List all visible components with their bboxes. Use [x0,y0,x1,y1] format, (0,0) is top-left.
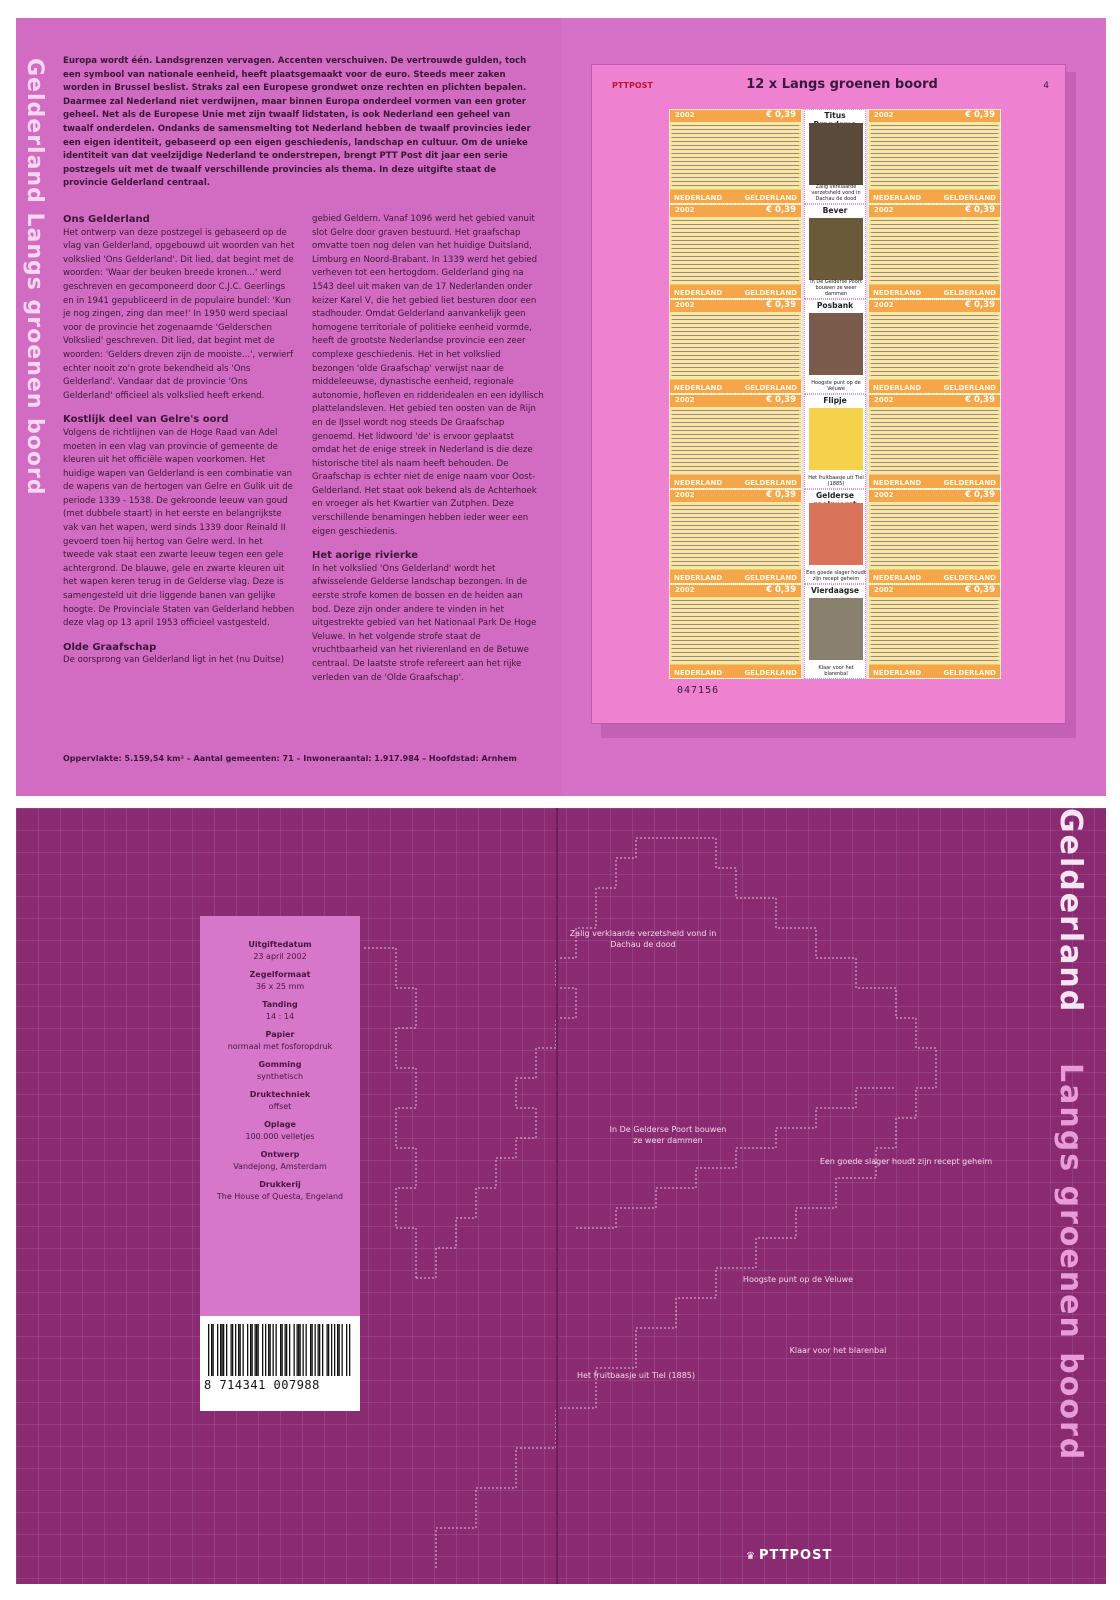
spec-list [200,940,360,1201]
stamp-value: € 0,39 [766,395,796,405]
caption-flipje: Het fruitbaasje uit Tiel (1885) [576,1371,695,1380]
caption-titus-brandsma: Zalig verklaarde verzetsheld vond in Dachau de dood [569,929,717,949]
stamp-value: € 0,39 [965,205,995,215]
barcode-bar [334,1324,335,1376]
barcode-bar [286,1324,287,1376]
stamp [669,109,802,204]
crown-icon: ♛ [746,1551,756,1562]
spec-value: synthetisch [256,1072,304,1081]
barcode-bar [231,1324,232,1376]
barcode-bar [285,1324,286,1376]
stamp-country: NEDERLAND [674,479,723,487]
spec-label: Zegelformaat [249,970,311,979]
barcode-bar [247,1324,248,1376]
barcode-bar [294,1324,295,1376]
barcode-bar [297,1324,298,1376]
stamp [669,394,802,489]
stamp-value: € 0,39 [766,110,796,120]
barcode-bar [268,1324,269,1376]
cover-title-gelderland: Gelderland [1053,808,1088,1014]
stamp-year: 2002 [675,111,695,119]
photo-title: Vierdaagse [810,586,860,595]
spec-label: Papier [265,1030,295,1039]
barcode-bar [349,1324,350,1376]
stamp [868,299,1001,394]
barcode-bar [282,1324,283,1376]
spec-item [200,1150,360,1171]
stamp [868,489,1001,584]
stamp-year: 2002 [675,301,695,309]
stamp [669,584,802,679]
stamp-value: € 0,39 [965,300,995,310]
photo-caption: Klaar voor het blarenbal [818,665,854,677]
sheet-header [592,77,1067,97]
barcode-bar [232,1324,233,1376]
photo-tab [804,394,866,489]
spec-label: Gomming [258,1060,302,1069]
stamp-country: NEDERLAND [873,194,922,202]
stamp-province: GELDERLAND [943,194,996,202]
text-column-1 [63,213,295,668]
cover-title-spacer [1053,1026,1088,1051]
cover-fold-line [556,808,558,1584]
photo-image [809,313,863,375]
barcode-bar [270,1324,271,1376]
stamp [669,489,802,584]
heading-kostlijk-deel: Kostlijk deel van Gelre's oord [63,414,229,426]
spec-item [200,1030,360,1051]
barcode-bar [346,1324,347,1376]
heading-ons-gelderland: Ons Gelderland [63,214,150,225]
stamp-value: € 0,39 [965,490,995,500]
stamp [669,299,802,394]
barcode-bar [220,1324,221,1376]
barcode-bar [312,1324,313,1376]
photo-tab [804,489,866,584]
barcode-bar [280,1324,281,1376]
stamp-province: GELDERLAND [943,669,996,677]
stamp-text-pattern [672,125,799,187]
caption-bever: In De Gelderse Poort bouwen ze weer dammen [609,1125,727,1145]
stamp-country: NEDERLAND [674,574,723,582]
photo-caption: Hoogste punt op de Veluwe [811,380,861,392]
spec-item [200,970,360,991]
barcode-bars [208,1324,352,1376]
barcode-digits: 8 714341 007988 [204,1378,320,1392]
barcode-bar [276,1324,277,1376]
barcode-bar [327,1324,328,1376]
stamp-text-pattern [672,600,799,662]
text-aorige-rivierke: In het volkslied 'Ons Gelderland' wordt het afwisselende Gelderse landschap bezongen. In de eerste strofe komen de bossen en de heiden aan bod. Deze zijn onder andere te vinden in het uitgestrekte gebied van het Nationaal Park De Hoge Veluwe. In het volgende strofe staat de vruchtbaarheid van het rivierenland en de Betuwe centraal. De laatste strofe refereert aan het rijke verleden van de 'Olde Graafschap'. [312,563,537,683]
stamp-text-pattern [871,125,998,187]
photo-title: Posbank [816,301,854,310]
barcode-bar [315,1324,316,1376]
stamp [868,394,1001,489]
barcode-bar [265,1324,266,1376]
spec-item [200,1000,360,1021]
stamp-province: GELDERLAND [943,384,996,392]
barcode-bar [310,1324,311,1376]
folder-cover-spread [16,808,1106,1584]
barcode-bar [211,1324,212,1376]
stamp-value: € 0,39 [965,585,995,595]
sheet-title: 12 x Langs groenen boord [746,77,938,92]
photo-image [809,503,863,565]
stamp-year: 2002 [874,396,894,404]
stamp [669,204,802,299]
barcode-bar [255,1324,256,1376]
stamp-value: € 0,39 [965,110,995,120]
stamp-country: NEDERLAND [674,194,723,202]
stamp-year: 2002 [675,396,695,404]
barcode-bar [331,1324,332,1376]
stamp-value: € 0,39 [766,205,796,215]
photo-tab [804,109,866,204]
barcode-bar [258,1324,259,1376]
barcode-bar [342,1324,343,1376]
photo-image [809,218,863,280]
barcode-bar [240,1324,241,1376]
stamp-country: NEDERLAND [873,289,922,297]
text-kostlijk-deel: Volgens de richtlijnen van de Hoge Raad van Adel moeten in een vlag van provincie of gemeente de kleuren uit het officiële wapen voorkomen. Het huidige wapen van Gelderland is een combinatie van de wapens van de hertogen van Gelre en Gulik uit de periode 1339 - 1538. De gekroonde leeuw van goud (met dubbele staart) in het eerste en belangrijkste vak van het wapen, werd sinds 1339 door Reinald II gevoerd toen hij hertog van Gelre werd. In het tweede vak staat een zwarte leeuw tegen een gele achtergrond. De blauwe, gele en zwarte kleuren uit het wapen keren terug in de Gelderse vlag. Deze is samengesteld uit drie liggende banen van gelijke hoogte. De Provinciale Staten van Gelderland hebben deze vlag op 13 april 1953 officieel vastgesteld. [63,427,295,629]
stamp-value: € 0,39 [766,300,796,310]
barcode-bar [328,1324,329,1376]
barcode-bar [250,1324,251,1376]
inside-vertical-title: Gelderland Langs groenen boord [22,58,47,496]
province-facts: Oppervlakte: 5.159,54 km² – Aantal gemeenten: 71 – Inwoneraantal: 1.917.984 – Hoofdstad: Arnhem [63,754,517,763]
stamp-country: NEDERLAND [873,574,922,582]
stamp-province: GELDERLAND [744,384,797,392]
ptt-post-cover-logo [746,1548,832,1563]
inside-right-page [561,18,1106,796]
spec-label: Tanding [262,1000,298,1009]
caption-vierdaagse: Klaar voor het blarenbal [789,1346,887,1355]
caption-posbank: Hoogste punt op de Veluwe [742,1275,854,1284]
spec-label: Uitgiftedatum [248,940,312,949]
inside-left-page [16,18,561,796]
stamp-province: GELDERLAND [943,479,996,487]
stamp-text-pattern [871,410,998,472]
heading-olde-graafschap: Olde Graafschap [63,641,157,653]
stamp-text-pattern [672,315,799,377]
cover-title [1053,808,1088,1461]
barcode-bar [300,1324,301,1376]
spec-value: 14 : 14 [265,1012,295,1021]
barcode-bar [217,1324,218,1376]
barcode [200,1316,360,1411]
cover-title-langs: Langs groenen boord [1053,1063,1088,1462]
photo-title: Flipje [823,396,847,405]
barcode-bar [256,1324,257,1376]
barcode-bar [208,1324,209,1376]
stamp-country: NEDERLAND [674,669,723,677]
barcode-bar [273,1324,274,1376]
spec-item [200,940,360,961]
photo-tab [804,299,866,394]
stamp-grid [669,109,1001,679]
photo-image [809,408,863,470]
stamp-year: 2002 [874,586,894,594]
barcode-bar [262,1324,263,1376]
spec-value: Vandejong, Amsterdam [233,1162,327,1171]
stamp-year: 2002 [675,491,695,499]
spec-item [200,1090,360,1111]
spec-item [200,1180,360,1201]
barcode-bar [235,1324,236,1376]
barcode-bar [339,1324,340,1376]
barcode-bar [306,1324,307,1376]
barcode-bar [337,1324,338,1376]
folder-inside-spread [16,18,1106,796]
barcode-bar [319,1324,320,1376]
stamp-sheet [591,64,1066,724]
stamp-text-pattern [871,315,998,377]
spec-item [200,1120,360,1141]
photo-caption: Het fruitbaasje uit Tiel (1885) [808,475,864,487]
stamp [868,584,1001,679]
stamp-year: 2002 [874,301,894,309]
photo-tab [804,584,866,679]
stamp-province: GELDERLAND [943,574,996,582]
spec-value: 36 x 25 mm [255,982,305,991]
stamp-province: GELDERLAND [744,669,797,677]
stamp-country: NEDERLAND [873,384,922,392]
barcode-bar [223,1324,224,1376]
stamp-text-pattern [871,220,998,282]
stamp [868,109,1001,204]
stamp-year: 2002 [874,206,894,214]
barcode-bar [238,1324,239,1376]
barcode-bar [226,1324,227,1376]
spec-value: offset [268,1102,292,1111]
photo-image [809,123,863,185]
stamp-value: € 0,39 [766,490,796,500]
sheet-number: 4 [1043,81,1049,91]
stamp-text-pattern [871,505,998,567]
spec-label: Drukkerij [259,1180,301,1189]
photo-title: Bever [822,206,848,215]
spec-value: 23 april 2002 [253,952,307,961]
stamp-text-pattern [871,600,998,662]
stamp-country: NEDERLAND [873,479,922,487]
ptt-post-cover-label: PTTPOST [758,1548,833,1563]
heading-aorige-rivierke: Het aorige rivierke [312,550,418,562]
text-ons-gelderland: Het ontwerp van deze postzegel is gebaseerd op de vlag van Gelderland, opgebouwd uit woorden van het volkslied 'Ons Gelderland'. Dit lied, dat begint met de woorden: 'Waar der beuken breede kronen...' werd geschreven en gecomponeerd door C.J.C. Geerlings en in 1941 gepubliceerd in de populaire bundel: 'Kun je nog zingen, zing dan mee!' In 1950 werd speciaal voor de provincie het zogenaamde 'Gelderschen Volkslied' geschreven. Dit lied, dat begint met de woorden: 'Gelders dreven zijn de mooiste...', verwierf echter nooit zo'n grote bekendheid als 'Ons Gelderland'. Vandaar dat de provincie 'Ons Gelderland' officieel als volkslied heeft erkend. [63,227,295,401]
barcode-bar [289,1324,290,1376]
photo-title: Gelderse [816,491,854,500]
text-olde-graafschap: De oorsprong van Gelderland ligt in het (nu Duitse) [63,655,284,666]
spec-item [200,1060,360,1081]
barcode-bar [318,1324,319,1376]
stamp-province: GELDERLAND [744,479,797,487]
spec-label: Ontwerp [260,1150,300,1159]
barcode-bar [298,1324,299,1376]
photo-caption: Een goede slager houdt zijn recept geheim [806,570,866,582]
spec-label: Druktechniek [249,1090,311,1099]
stamp-country: NEDERLAND [873,669,922,677]
text-olde-graafschap-cont: gebied Geldern. Vanaf 1096 werd het gebied vanuit slot Gelre door graven bestuurd. Het graafschap omvatte toen nog delen van het huidige Duitsland, Limburg en Noord-Brabant. In 1339 werd het gebied verheven tot een hertogdom. Gelderland ging na 1543 deel uit maken van de 17 Nederlanden onder keizer Karel V, die het gebied liet besturen door een stadhouder. Omdat Gelderland aanvankelijk geen homogene territoriale of politieke eenheid vormde, heeft de grootste Nederlandse provincie een zeer complexe geschiedenis. Het in het volkslied bezongen 'olde Graafschap' verwijst naar de middeleeuwse, dynastische eenheid, regionale autonomie, hofleven en ridderidealen en een idyllisch plattelandsleven. Het gebied ten oosten van de Rijn en de IJssel wordt nog steeds De Graafschap genoemd. Het lidwoord 'de' is ervoor geplaatst omdat het de enige streek in Nederland is die deze historische titel als naam heeft behouden. De Graafschap is echter niet de enige naam voor Oost-Gelderland. Het staat ook bekend als de Achterhoek en vroeger als het Kwartier van Zutphen. Deze verschillende benamingen hebben ieder weer een eigen geschiedenis. [312,214,544,537]
photo-image [809,598,863,660]
photo-caption: In De Gelderse Poort bouwen ze weer dammen [810,279,862,297]
stamp-text-pattern [672,220,799,282]
caption-rookworst: Een goede slager houdt zijn recept geheim [819,1157,993,1166]
stamp-province: GELDERLAND [744,289,797,297]
spec-value: The House of Questa, Engeland [216,1192,344,1201]
text-column-2 [312,213,544,685]
barcode-bar [243,1324,244,1376]
stamp-value: € 0,39 [965,395,995,405]
dotted-path-decoration [16,808,1106,1584]
ptt-post-logo: PTTPOST [612,81,653,90]
stamp-text-pattern [672,410,799,472]
stamp-text-pattern [672,505,799,567]
barcode-bar [322,1324,323,1376]
stamp-year: 2002 [874,491,894,499]
photo-caption: Zalig verklaarde verzetsheld vond in Dachau de dood [811,184,861,202]
photo-tab [804,204,866,299]
spec-label: Oplage [264,1120,296,1129]
barcode-bar [222,1324,223,1376]
stamp-year: 2002 [675,206,695,214]
barcode-bar [213,1324,214,1376]
stamp-province: GELDERLAND [943,289,996,297]
stamp-value: € 0,39 [766,585,796,595]
stamp [868,204,1001,299]
stamp-country: NEDERLAND [674,289,723,297]
barcode-bar [303,1324,304,1376]
barcode-bar [252,1324,253,1376]
intro-paragraph: Europa wordt één. Landsgrenzen vervagen. Accenten verschuiven. De vertrouwde gulden, toch een symbool van nationale eenheid, heeft plaatsgemaakt voor de euro. Steeds meer zaken worden in Brussel beslist. Straks zal een Europese grondwet onze rechten en plichten bepalen. Daarmee zal Nederland niet verdwijnen, maar binnen Europa onderdeel vormen van een groter geheel. Net als de Europese Unie met zijn twaalf lidstaten, is ook Nederland een geheel van twaalf onderdelen. Ondanks de samensmelting tot Nederland hebben de twaalf provincies ieder een eigen identiteit, gebaseerd op een eigen geschiedenis, landschap en cultuur. Om de unieke identiteit van dat veelzijdige Nederland te onderstrepen, brengt PTT Post dit jaar een serie postzegels uit met de twaalf verschillende provincies als thema. In deze uitgifte staat de provincie Gelderland centraal. [63,56,531,189]
spec-value: normaal met fosforopdruk [227,1042,333,1051]
photo-title: Titus [824,111,846,120]
stamp-province: GELDERLAND [744,194,797,202]
spec-value: 100.000 velletjes [245,1132,315,1141]
stamp-province: GELDERLAND [744,574,797,582]
stamp-country: NEDERLAND [674,384,723,392]
stamp-year: 2002 [675,586,695,594]
sheet-serial: 047156 [677,685,720,696]
stamp-year: 2002 [874,111,894,119]
